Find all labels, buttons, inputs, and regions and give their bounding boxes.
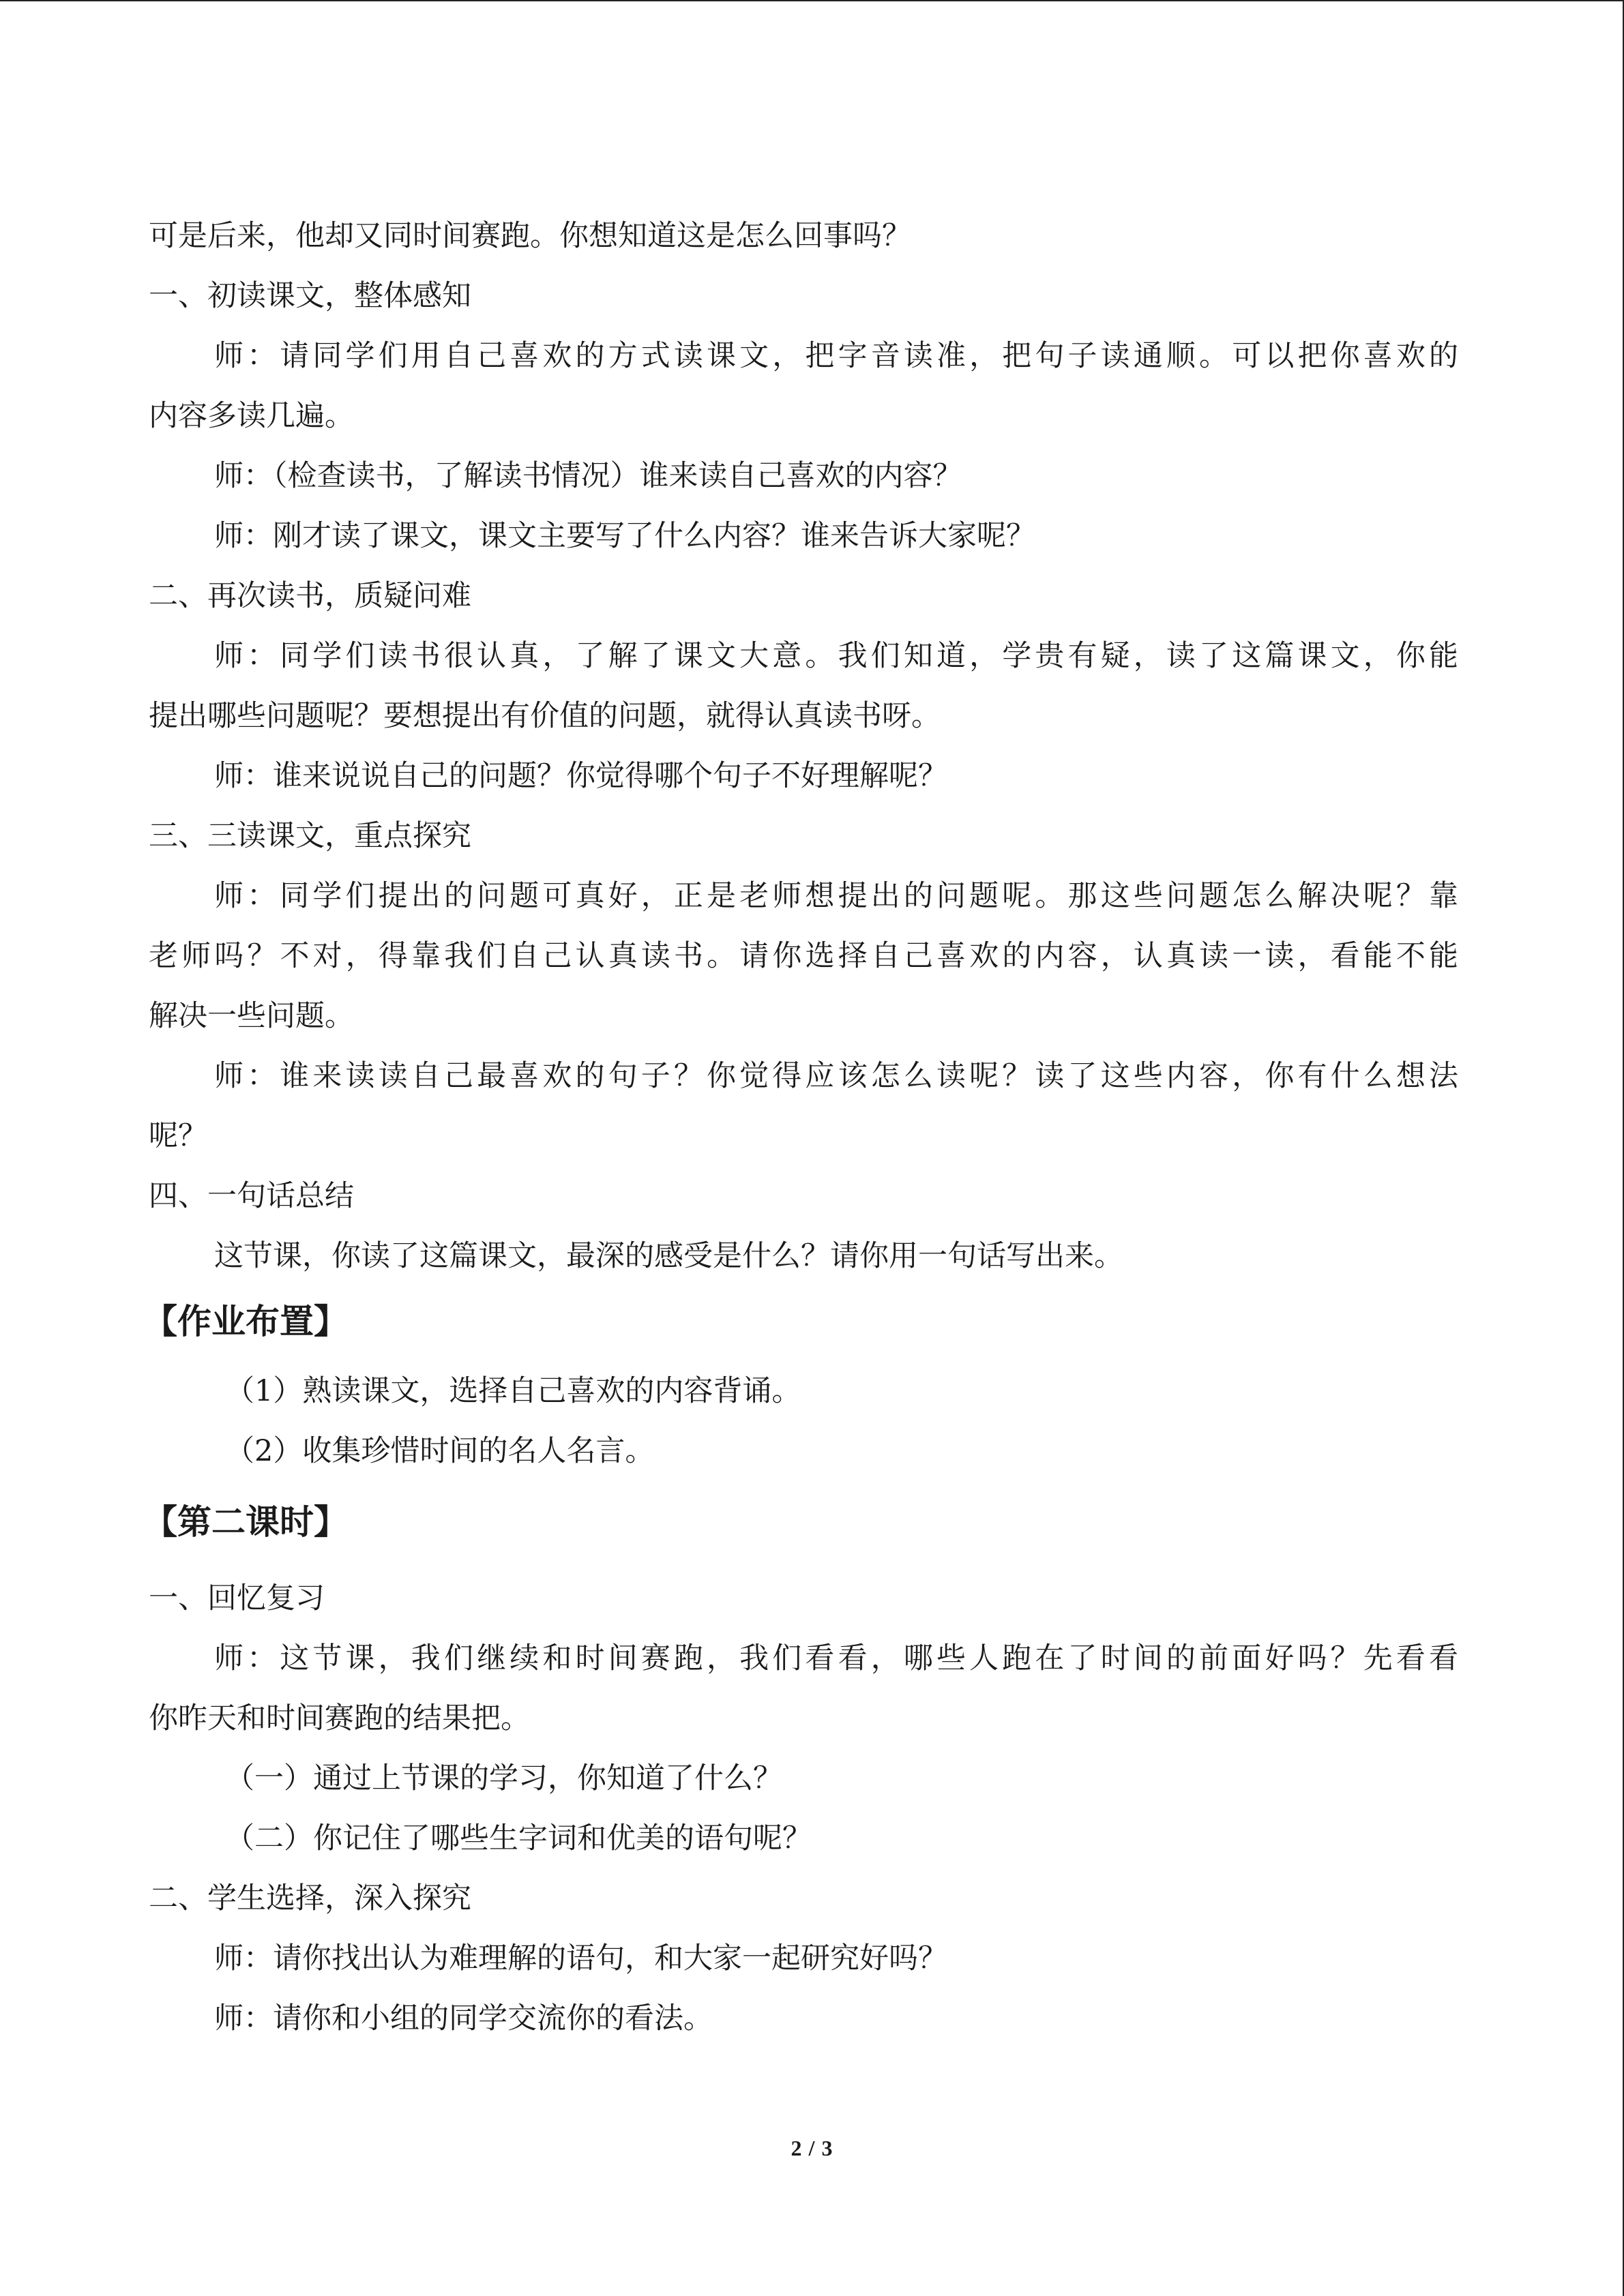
page-number: 2 / 3 (791, 2136, 833, 2160)
paragraph-line: 师：请你和小组的同学交流你的看法。 (214, 2001, 713, 2036)
paragraph-line: 可是后来，他却又同时间赛跑。你想知道这是怎么回事吗？ (149, 219, 911, 253)
section-title: 三、三读课文，重点探究 (149, 819, 471, 853)
homework-heading: 【作业布置】 (143, 1302, 348, 1341)
section-title: 一、回忆复习 (149, 1581, 325, 1615)
section-title: 二、学生选择，深入探究 (149, 1881, 471, 1915)
paragraph-line: 师：刚才读了课文，课文主要写了什么内容？谁来告诉大家呢？ (214, 519, 1035, 553)
paragraph-line: 这节课，你读了这篇课文，最深的感受是什么？请你用一句话写出来。 (214, 1239, 1123, 1273)
paragraph-line: 师：这节课，我们继续和时间赛跑，我们看看，哪些人跑在了时间的前面好吗？先看看 (214, 1641, 1458, 1675)
paragraph-line: 呢？ (149, 1119, 207, 1153)
paragraph-line: 内容多读几遍。 (149, 399, 354, 433)
section-title: 四、一句话总结 (149, 1179, 354, 1213)
section-title: 二、再次读书，质疑问难 (149, 579, 471, 613)
paragraph-line: 师：请你找出认为难理解的语句，和大家一起研究好吗？ (214, 1941, 947, 1976)
paragraph-line: 师：同学们读书很认真，了解了课文大意。我们知道，学贵有疑，读了这篇课文，你能 (214, 639, 1458, 673)
homework-item: （2）收集珍惜时间的名人名言。 (225, 1434, 655, 1468)
paragraph-line: 师：（检查读书，了解读书情况）谁来读自己喜欢的内容？ (214, 459, 962, 493)
homework-item: （1）熟读课文，选择自己喜欢的内容背诵。 (225, 1374, 801, 1408)
paragraph-line: 师：谁来读读自己最喜欢的句子？你觉得应该怎么读呢？读了这些内容，你有什么想法 (214, 1059, 1458, 1093)
section-title: 一、初读课文，整体感知 (149, 279, 471, 313)
paragraph-line: 师：请同学们用自己喜欢的方式读课文，把字音读准，把句子读通顺。可以把你喜欢的 (214, 339, 1458, 373)
paragraph-line: 师：同学们提出的问题可真好，正是老师想提出的问题呢。那这些问题怎么解决呢？靠 (214, 879, 1458, 913)
paragraph-line: 师：谁来说说自己的问题？你觉得哪个句子不好理解呢？ (214, 759, 947, 793)
paragraph-line: 解决一些问题。 (149, 999, 354, 1033)
paragraph-line: 老师吗？不对，得靠我们自己认真读书。请你选择自己喜欢的内容，认真读一读，看能不能 (149, 939, 1458, 973)
paragraph-line: （一）通过上节课的学习，你知道了什么？ (225, 1761, 782, 1795)
paragraph-line: 你昨天和时间赛跑的结果把。 (149, 1701, 530, 1735)
lesson-two-heading: 【第二课时】 (143, 1502, 348, 1542)
document-body (143, 206, 1458, 2048)
paragraph-line: （二）你记住了哪些生字词和优美的语句呢？ (225, 1821, 812, 1855)
paragraph-line: 提出哪些问题呢？要想提出有价值的问题，就得认真读书呀。 (149, 699, 941, 733)
